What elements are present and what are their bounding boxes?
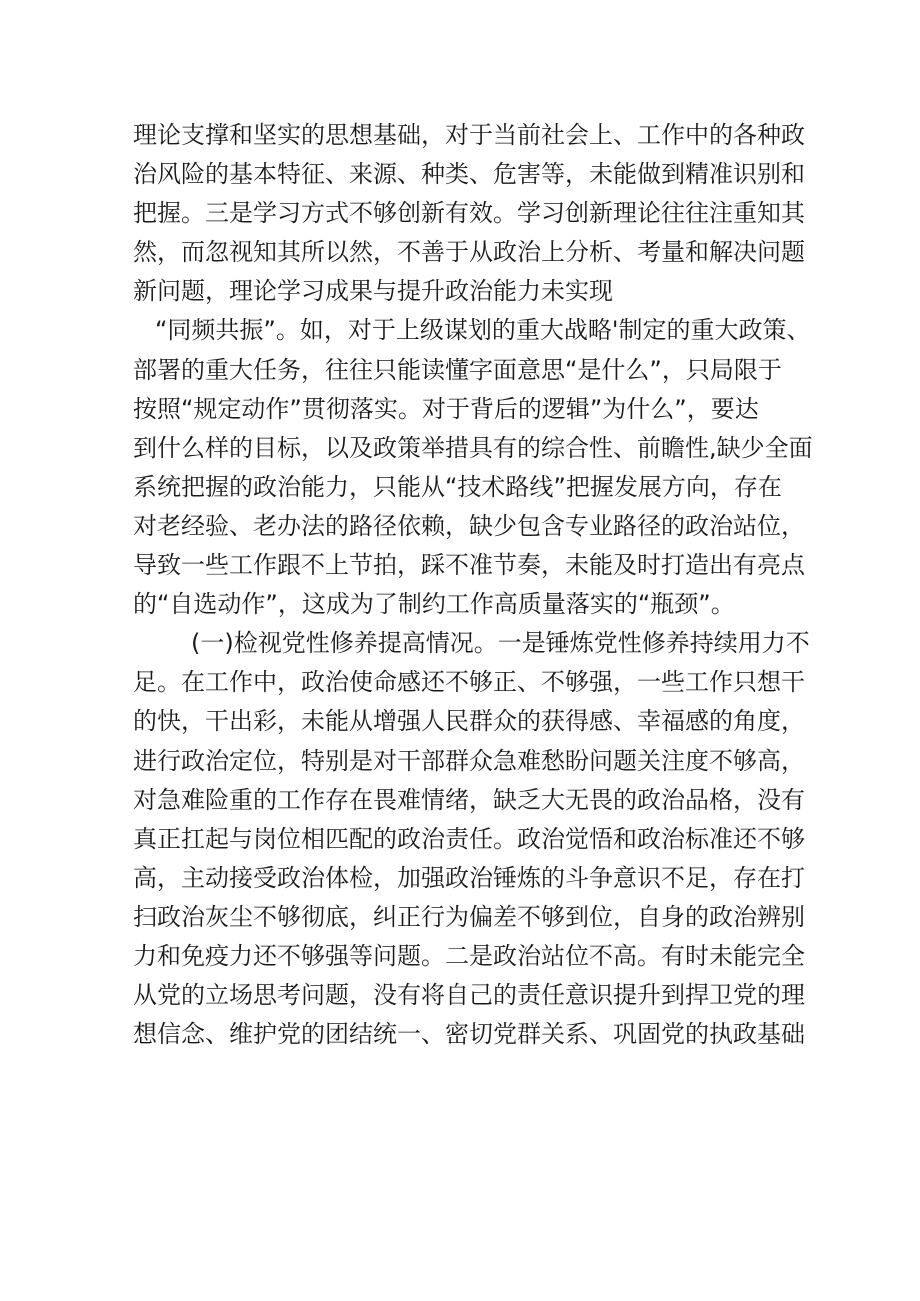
- text-line: 把握。三是学习方式不够创新有效。学习创新理论往往注重知其: [133, 199, 805, 228]
- text-line: 新问题，理论学习成果与提升政治能力未实现: [133, 277, 613, 306]
- text-line: 足。在工作中，政治使命感还不够正、不够强，一些工作只想干: [133, 668, 805, 697]
- text-line: 想信念、维护党的团结统一、密切党群关系、巩固党的执政基础: [133, 1020, 805, 1049]
- text-line: 理论支撑和坚实的思想基础，对于当前社会上、工作中的各种政: [133, 121, 805, 149]
- text-line: 治风险的基本特征、来源、种类、危害等，未能做到精准识别和: [133, 160, 805, 189]
- text-line: 对老经验、老办法的路径依赖，缺少包含专业路径的政治站位，: [133, 511, 805, 540]
- text-line: 导致一些工作跟不上节拍，踩不准节奏，未能及时打造出有亮点: [133, 551, 805, 580]
- text-line: 系统把握的政治能力，只能从“技术路线”把握发展方向，存在: [133, 472, 782, 501]
- text-line: 部署的重大任务，往往只能读懂字面意思“是什么”，只局限于: [133, 355, 782, 384]
- text-line: 的快，干出彩，未能从增强人民群众的获得感、幸福感的角度，: [133, 707, 805, 736]
- text-line: 扫政治灰尘不够彻底，纠正行为偏差不够到位，自身的政治辨别: [133, 902, 805, 931]
- text-line: “同频共振”。如，对于上级谋划的重大战略'制定的重大政策、: [155, 316, 811, 345]
- text-line: 的“自选动作”，这成为了制约工作高质量落实的“瓶颈”。: [133, 590, 735, 619]
- text-line: 对急难险重的工作存在畏难情绪，缺乏大无畏的政治品格，没有: [133, 785, 805, 814]
- text-line: 然，而忽视知其所以然，不善于从政治上分析、考量和解决问题: [133, 238, 805, 267]
- text-line: 高，主动接受政治体检，加强政治锤炼的斗争意识不足，存在打: [133, 863, 805, 892]
- text-line: 真正扛起与岗位相匹配的政治责任。政治觉悟和政治标准还不够: [133, 824, 805, 853]
- text-line: 从党的立场思考问题，没有将自己的责任意识提升到捍卫党的理: [133, 981, 805, 1010]
- text-line: 力和免疫力还不够强等问题。二是政治站位不高。有时未能完全: [133, 941, 805, 970]
- text-line: 进行政治定位，特别是对干部群众急难愁盼问题关注度不够高，: [133, 746, 805, 775]
- text-line: 按照“规定动作”贯彻落实。对于背后的逻辑”为什么”，要达: [133, 394, 759, 423]
- section-heading-line: (一)检视党性修养提高情况。一是锤炼党性修养持续用力不: [191, 629, 810, 658]
- body-text: [133, 116, 813, 1054]
- text-line: 到什么样的目标，以及政策举措具有的综合性、前瞻性,缺少全面: [133, 433, 813, 462]
